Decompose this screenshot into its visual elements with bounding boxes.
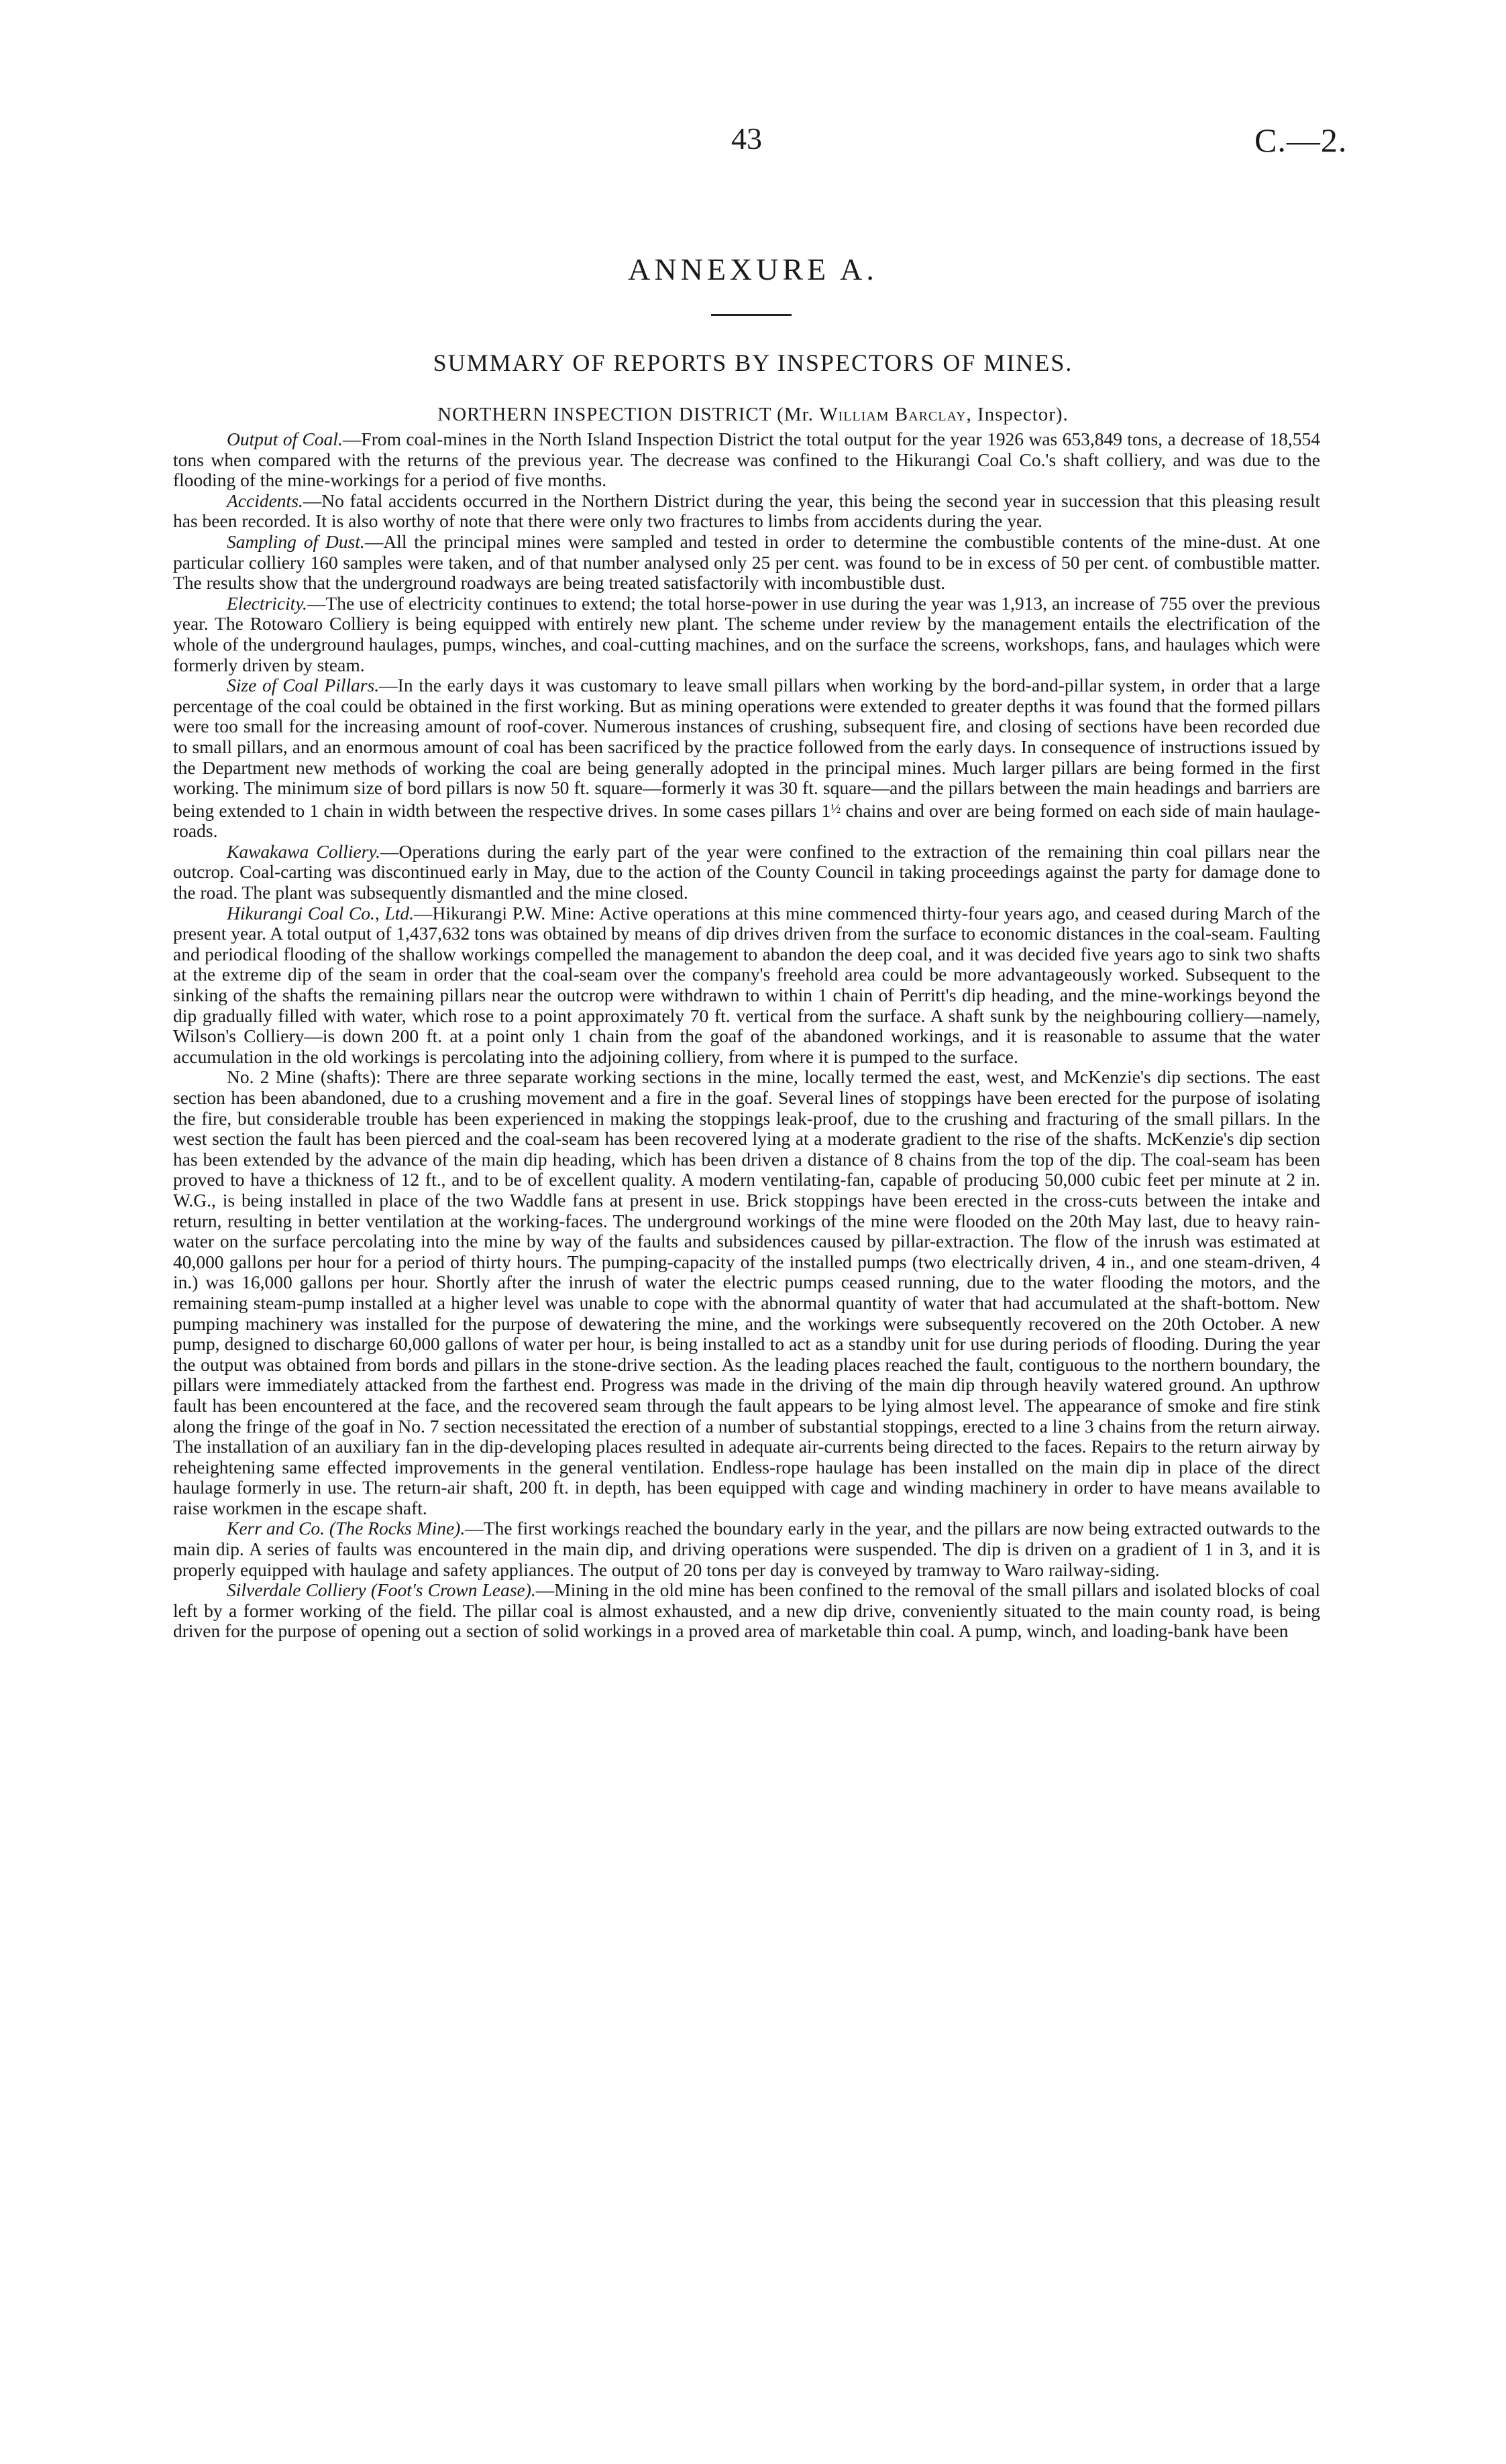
paragraph-heading: Silverdale Colliery (Foot's Crown Lease).	[227, 1579, 536, 1601]
paragraph-heading: Sampling of Dust.	[227, 530, 365, 552]
paragraph-heading: Size of Coal Pillars.	[227, 675, 380, 696]
paragraph-no2-mine-shafts	[173, 1067, 1320, 1518]
paragraph-size-of-coal-pillars	[173, 675, 1320, 842]
paragraph-text: —Mining in the old mine has been confined to the removal of the small pillars and isolated blocks of coal left by a former working of the field. The pillar coal is almost exhausted, and a new dip drive, conveniently situated to the main county road, is being driven for the purpose of opening out a section of solid workings in a proved area of marketable thin coal. A pump, winch, and loading-bank have been	[173, 1579, 1320, 1642]
district-prefix: NORTHERN INSPECTION DISTRICT (Mr.	[437, 404, 820, 425]
paragraph-kerr-and-co	[173, 1518, 1320, 1580]
paragraph-text: —No fatal accidents occurred in the Northern District during the year, this being the second year in succession that this pleasing result has been recorded. It is also worthy of note that there were only two fractures to limbs from accidents during the year.	[173, 490, 1320, 532]
paragraph-heading: Electricity.	[227, 592, 307, 614]
paragraph-text: —Operations during the early part of the year were confined to the extraction of the remaining thin coal pillars near the outcrop. Coal-carting was discontinued early in May, due to the action of the County Council in taking proceedings against the party for damage done to the road. The plant was subsequently dismantled and the mine closed.	[173, 840, 1320, 903]
title-divider	[711, 314, 792, 316]
summary-heading: SUMMARY OF REPORTS BY INSPECTORS OF MINES.	[433, 349, 1073, 376]
paragraph-text: No. 2 Mine (shafts): There are three separate working sections in the mine, locally termed the east, west, and McKenzie's dip sections. The east section has been abandoned, due to a crushing movement and a fire in the goaf. Several lines of stoppings have been erected for the purpose of isolating the fire, but considerable trouble has been experienced in making the stoppings leak-proof, due to the crushing and fracturing of the small pillars. In the west section the fault has been pierced and the coal-seam has been recovered lying at a moderate gradient to the rise of the shafts. McKenzie's dip section has been extended by the advance of the main dip heading, which has been driven a distance of 8 chains from the top of the dip. The coal-seam has been proved to have a thickness of 12 ft., and to be of excellent quality. A modern ventilating-fan, capable of producing 50,000 cubic feet per minute at 2 in. W.G., is being installed in place of the two Waddle fans at present in use. Brick stoppings have been erected in the cross-cuts between the intake and return, resulting in better ventilation at the working-faces. The underground workings of the mine were flooded on the 20th May last, due to heavy rain-water on the surface percolating into the mine by way of the faults and subsidences caused by pillar-extraction. The flow of the inrush was estimated at 40,000 gallons per hour for a period of thirty hours. The pumping-capacity of the installed pumps (two electrically driven, 4 in., and one steam-driven, 4 in.) was 16,000 gallons per hour. Shortly after the inrush of water the electric pumps ceased running, due to the water flooding the motors, and the remaining steam-pump installed at a higher level was unable to cope with the abnormal quantity of water that had accumulated at the shaft-bottom. New pumping machinery was installed for the purpose of dewatering the mine, and the workings were subsequently recovered on the 20th October. A new pump, designed to discharge 60,000 gallons of water per hour, is being installed to act as a standby unit for use during periods of flooding. During the year the output was obtained from bords and pillars in the stone-drive section. As the leading places reached the fault, contiguous to the northern boundary, the pillars were immediately attacked from the farthest end. Progress was made in the driving of the main dip through heavily watered ground. An upthrow fault has been encountered at the face, and the recovered seam through the fault appears to be lying almost level. The appearance of smoke and fire stink along the fringe of the goaf in No. 7 section necessitated the erection of a number of substantial stoppings, erected to a line 3 chains from the return airway. The installation of an auxiliary fan in the dip-developing places resulted in adequate air-currents being directed to the faces. Repairs to the return airway by reheightening same effected improvements in the general ventilation. Endless-rope haulage has been installed on the main dip in place of the direct haulage formerly in use. The return-air shaft, 200 ft. in depth, has been equipped with cage and winding machinery in order to have means available to raise workmen in the escape shaft.	[173, 1066, 1320, 1518]
paragraph-text: —Hikurangi P.W. Mine: Active operations at this mine commenced thirty-four years ago, and ceased during March of the present year. A total output of 1,437,632 tons was obtained by means of dip drives driven from the surface to economic distances in the coal-seam. Faulting and periodical flooding of the shallow workings compelled the management to abandon the deep coal, and it was decided five years ago to sink two shafts at the extreme dip of the seam in order that the coal-seam over the company's freehold area could be more advantageously worked. Subsequent to the sinking of the shafts the remaining pillars near the outcrop were withdrawn to within 1 chain of Perritt's dip heading, and the mine-workings beyond the dip gradually filled with water, which rose to a point approximately 70 ft. vertical from the surface. A shaft sunk by the neighbouring colliery—namely, Wilson's Colliery—is down 200 ft. at a point only 1 chain from the goaf of the abandoned workings, and it is reasonable to assume that the water accumulation in the old workings is percolating into the adjoining colliery, from where it is pumped to the surface.	[173, 902, 1320, 1067]
inspector-name: William Barclay	[819, 404, 967, 425]
paragraph-text: —In the early days it was customary to leave small pillars when working by the bord-and-pillar system, in order that a large percentage of the coal could be obtained in the first working. But as mining operations were extended to greater depths it was found that the formed pillars were too small for the increasing amount of roof-cover. Numerous instances of crushing, subsequent fire, and closing of sections have been recorded due to small pillars, and an enormous amount of coal has been sacrificed by the practice followed from the early days. In consequence of instructions issued by the Department new methods of working the coal are being generally adopted in the principal mines. Much larger pillars are being formed in the first working. The minimum size of bord pillars is now 50 ft. square—formerly it was 30 ft. square—and the pillars between the main headings and barriers are being extended to 1 chain in width between the respective drives. In some cases pillars	[173, 675, 1320, 821]
district-suffix: , Inspector).	[966, 404, 1069, 425]
paragraph-text-after: chains and over are being formed on each side of main haulage-roads.	[173, 799, 1320, 842]
paragraph-sampling-of-dust	[173, 532, 1320, 594]
page-number: 43	[731, 121, 762, 156]
paragraph-silverdale-colliery	[173, 1580, 1320, 1642]
annexure-title: ANNEXURE A.	[628, 252, 878, 286]
paragraph-heading: Hikurangi Coal Co., Ltd.	[227, 902, 415, 923]
paragraph-text: —From coal-mines in the North Island Inspection District the total output for the year 1926 was 653,849 tons, a decrease of 18,554 tons when compared with the returns of the previous year. The decrease was confined to the Hikurangi Coal Co.'s shaft colliery, and was due to the flooding of the mine-workings for a period of five months.	[173, 429, 1320, 491]
paragraph-accidents	[173, 491, 1320, 532]
paragraph-text: —The use of electricity continues to extend; the total horse-power in use during the year was 1,913, an increase of 755 over the previous year. The Rotowaro Colliery is being equipped with entirely new plant. The scheme under review by the management entails the electrification of the whole of the underground haulages, pumps, winches, and coal-cutting machines, and on the surface the screens, workshops, fans, and haulages which were formerly driven by steam.	[173, 592, 1320, 675]
paragraph-text: —All the principal mines were sampled and tested in order to determine the combustible contents of the mine-dust. At one particular colliery 160 samples were taken, and of that number analysed only 25 per cent. was found to be in excess of 50 per cent. of combustible matter. The results show that the underground roadways are being treated satisfactorily with incombustible dust.	[173, 530, 1320, 594]
paragraph-kawakawa-colliery	[173, 842, 1320, 903]
paragraph-heading: Output of Coal.	[227, 429, 343, 449]
paragraph-output-of-coal	[173, 429, 1320, 491]
report-body	[173, 429, 1320, 1642]
paragraph-hikurangi-coal-co	[173, 903, 1320, 1068]
paragraph-electricity	[173, 594, 1320, 675]
district-heading	[0, 404, 1506, 426]
paragraph-text: —The first workings reached the boundary early in the year, and the pillars are now being extracted outwards to the main dip. A series of faults was encountered in the main dip, and driving operations were suspended. The dip is driven on a gradient of 1 in 3, and it is properly equipped with haulage and safety appliances. The output of 20 tons per day is conveyed by tramway to Waro railway-siding.	[173, 1518, 1320, 1580]
paragraph-heading: Kawakawa Colliery.	[227, 840, 380, 862]
document-code: C.—2.	[1254, 121, 1348, 159]
paragraph-heading: Kerr and Co. (The Rocks Mine).	[227, 1518, 466, 1539]
paragraph-heading: Accidents.	[227, 490, 303, 511]
fraction-whole: 1	[821, 799, 831, 821]
fraction-part: ½	[830, 801, 841, 816]
